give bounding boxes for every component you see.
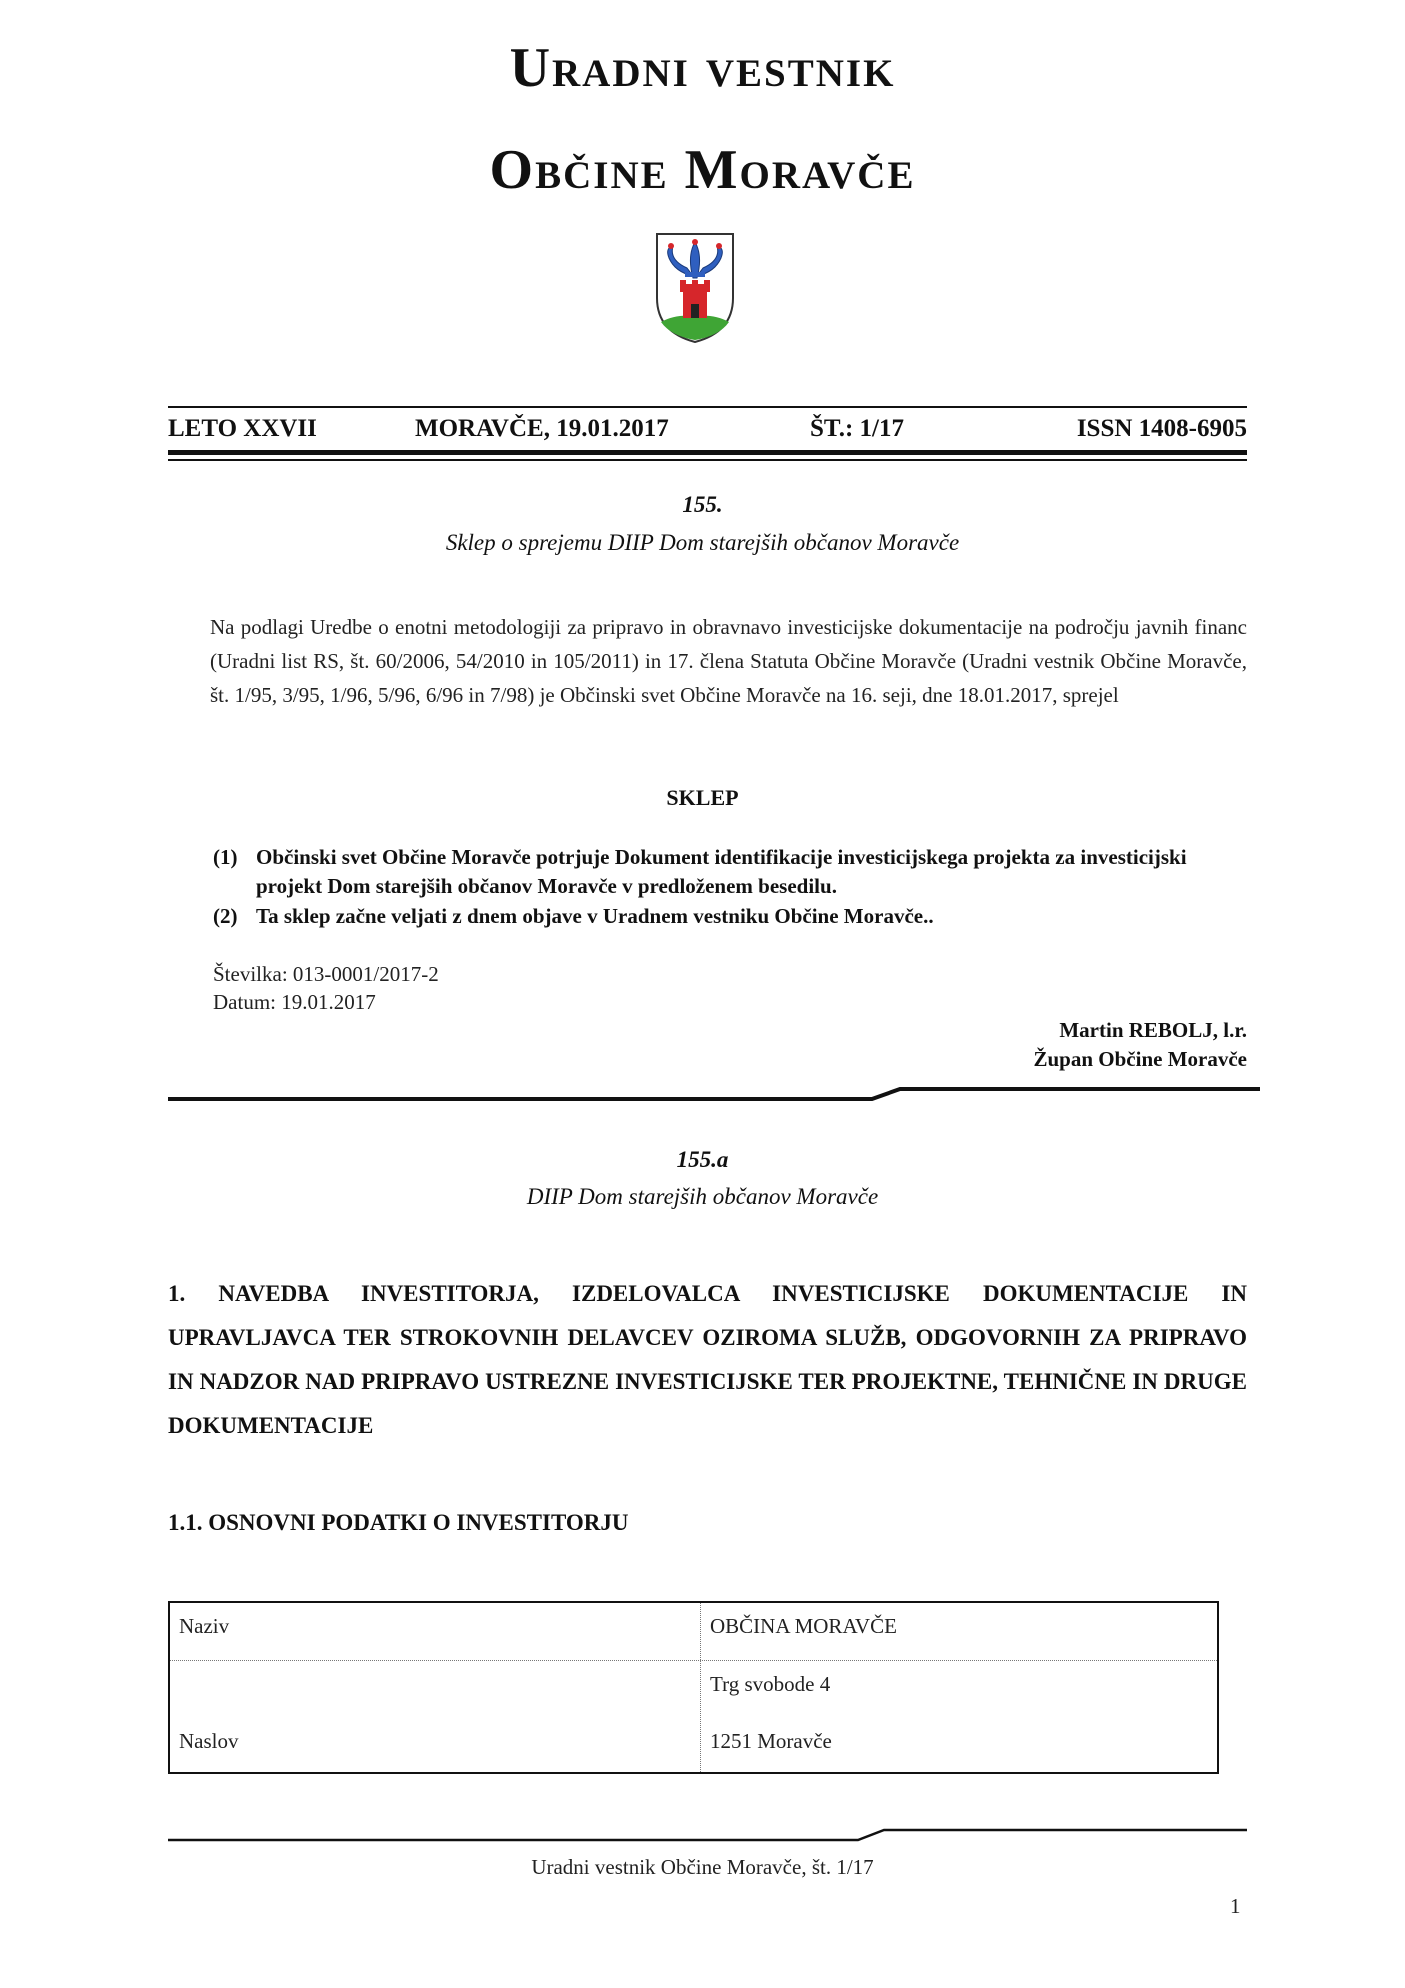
issue-year: LETO XXVII <box>168 415 317 442</box>
section-heading-1-1: 1.1. OSNOVNI PODATKI O INVESTITORJU <box>168 1510 629 1535</box>
sklep-item-text: Občinski svet Občine Moravče potrjuje Dokument identifikacije investicijskega projekta za investicijski projekt Dom starejših občanov Moravče v predloženem besedilu. <box>256 845 1187 898</box>
masthead-title-line1: Uradni vestnik <box>509 37 896 99</box>
table-row-label: Naziv <box>179 1614 230 1638</box>
masthead-title-line2: Občine Moravče <box>489 139 916 201</box>
issue-place-date: MORAVČE, 19.01.2017 <box>415 415 669 442</box>
table-row-value: 1251 Moravče <box>710 1729 832 1753</box>
table-row-value: OBČINA MORAVČE <box>710 1614 897 1638</box>
municipal-crest-icon <box>655 232 735 344</box>
sklep-item <box>213 902 1247 931</box>
issue-bar-top-rule <box>168 406 1247 408</box>
investor-info-table <box>168 1601 1219 1774</box>
section-divider-line <box>168 1083 1260 1103</box>
sklep-item-text: Ta sklep začne veljati z dnem objave v Uradnem vestniku Občine Moravče.. <box>256 904 934 928</box>
table-row-value: Trg svobode 4 <box>710 1672 831 1696</box>
article-number: 155. <box>682 492 723 517</box>
table-row-label: Naslov <box>179 1729 239 1753</box>
table-row-divider <box>170 1660 1217 1661</box>
document-date: Datum: 19.01.2017 <box>213 990 376 1014</box>
footer-publication: Uradni vestnik Občine Moravče, št. 1/17 <box>531 1855 874 1879</box>
signatory-name: Martin REBOLJ, l.r. <box>1059 1018 1247 1042</box>
signatory-title: Župan Občine Moravče <box>1033 1047 1247 1071</box>
section-heading-1: 1. NAVEDBA INVESTITORJA, IZDELOVALCA INVESTICIJSKE DOKUMENTACIJE IN UPRAVLJAVCA TER STROKOVNIH DELAVCEV OZIROMA SLUŽB, ODGOVORNIH ZA PRIPRAVO IN NADZOR NAD PRIPRAVO USTREZNE INVESTICIJSKE TER PROJEKTNE, TEHNIČNE IN DRUGE DOKUMENTACIJE <box>168 1281 1247 1438</box>
document-number: Številka: 013-0001/2017-2 <box>213 962 439 986</box>
article-title: Sklep o sprejemu DIIP Dom starejših občanov Moravče <box>445 530 960 555</box>
issue-number: ŠT.: 1/17 <box>810 415 904 442</box>
footer-divider-line <box>168 1826 1247 1844</box>
issue-bar-bottom-rule-thin <box>168 459 1247 461</box>
article-number: 155.a <box>676 1147 729 1172</box>
table-column-divider <box>700 1603 701 1772</box>
page-number: 1 <box>1230 1894 1241 1918</box>
issue-bar-bottom-rule-thick <box>168 450 1247 455</box>
sklep-item-number: (2) <box>213 904 238 928</box>
article-title: DIIP Dom starejših občanov Moravče <box>526 1184 879 1209</box>
issue-issn: ISSN 1408-6905 <box>1076 415 1247 442</box>
sklep-item <box>213 843 1247 901</box>
article-intro-paragraph: Na podlagi Uredbe o enotni metodologiji za pripravo in obravnavo investicijske dokumentacije na področju javnih financ (Uradni list RS, št. 60/2006, 54/2010 in 105/2011) in 17. člena Statuta Občine Moravče (Uradni vestnik Občine Moravče, št. 1/95, 3/95, 1/96, 5/96, 6/96 in 7/98) je Občinski svet Občine Moravče na 16. seji, dne 18.01.2017, sprejel <box>210 615 1247 707</box>
sklep-heading: SKLEP <box>666 785 739 810</box>
sklep-item-number: (1) <box>213 845 238 869</box>
